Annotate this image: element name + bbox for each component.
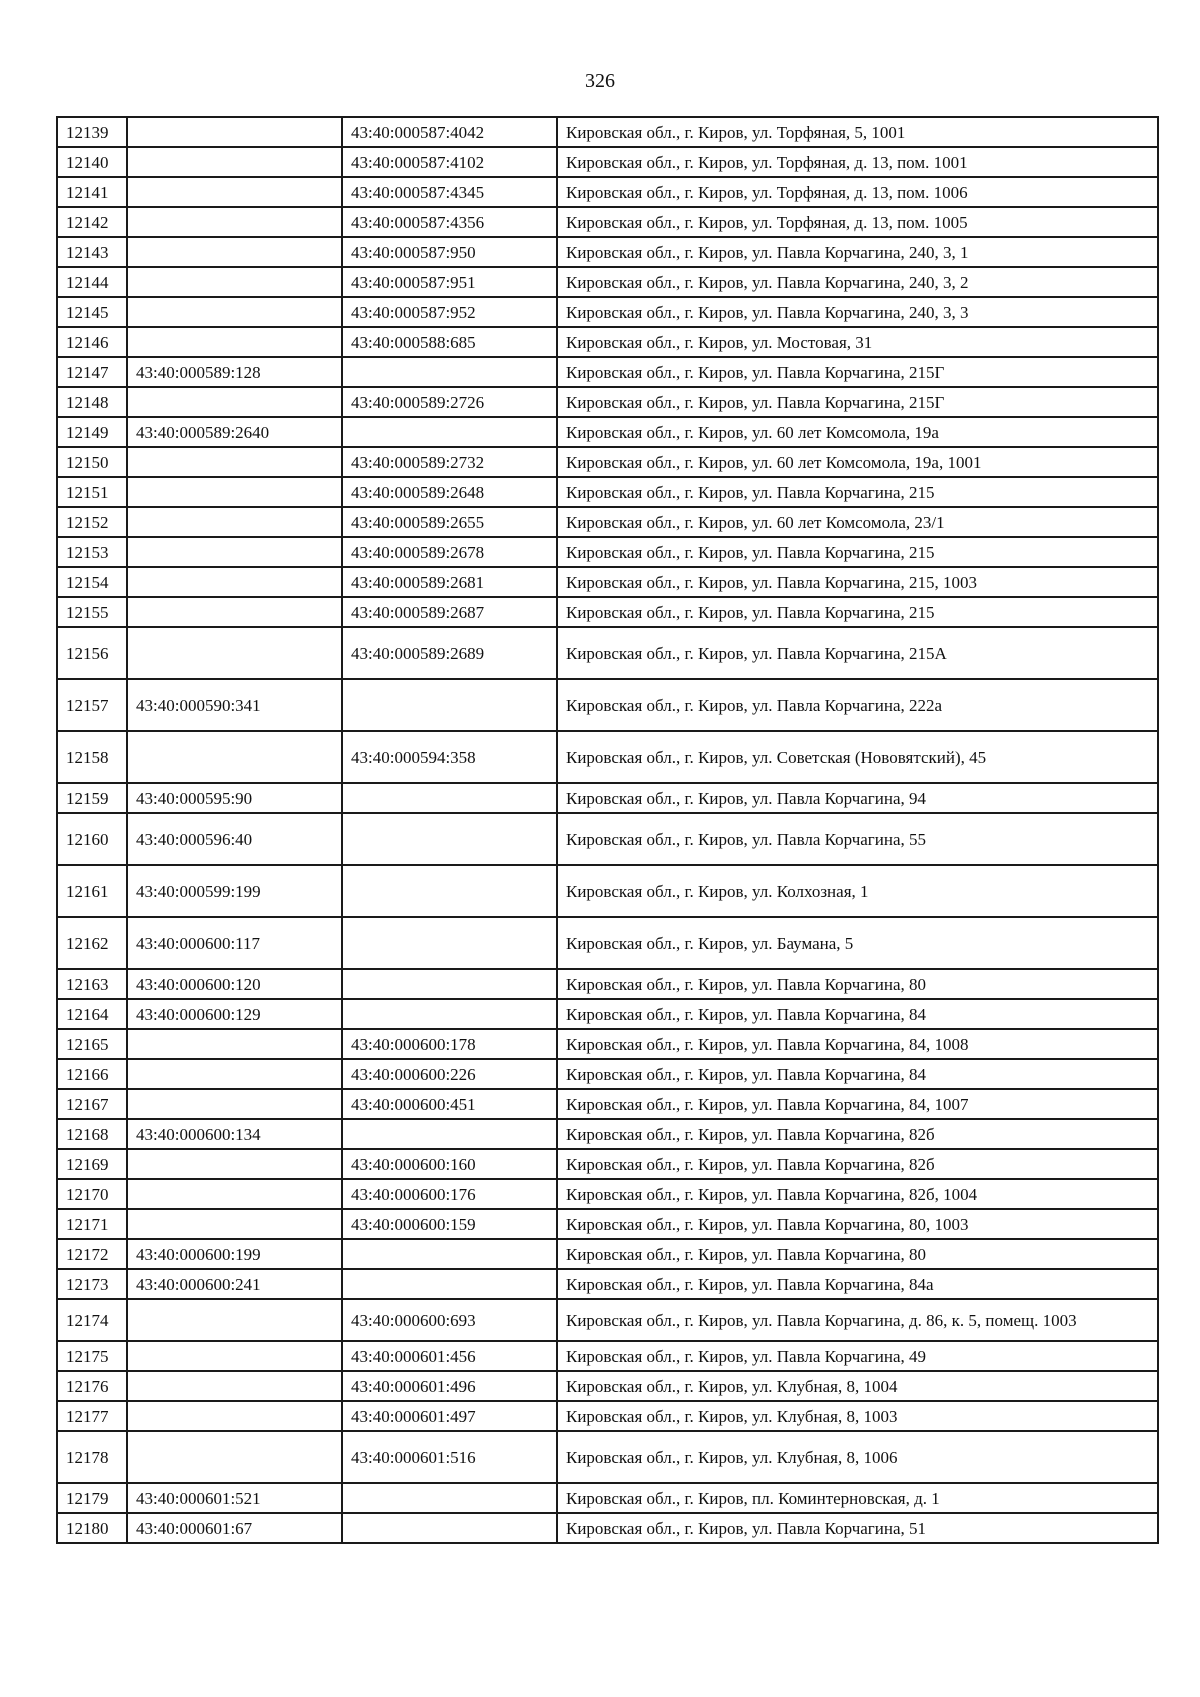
row-number-cell: 12175 — [57, 1341, 127, 1371]
land-cadastral-cell: 43:40:000600:134 — [127, 1119, 342, 1149]
address-cell: Кировская обл., г. Киров, ул. Павла Корчагина, 215Г — [557, 387, 1158, 417]
building-cadastral-cell — [342, 783, 557, 813]
table-row — [57, 1371, 1158, 1401]
address-cell: Кировская обл., г. Киров, ул. Павла Корчагина, 84, 1007 — [557, 1089, 1158, 1119]
row-number-cell: 12159 — [57, 783, 127, 813]
address-cell: Кировская обл., г. Киров, ул. Павла Корчагина, 94 — [557, 783, 1158, 813]
land-cadastral-cell — [127, 537, 342, 567]
address-cell: Кировская обл., г. Киров, ул. 60 лет Комсомола, 23/1 — [557, 507, 1158, 537]
building-cadastral-cell: 43:40:000601:496 — [342, 1371, 557, 1401]
row-number-cell: 12162 — [57, 917, 127, 969]
row-number-cell: 12143 — [57, 237, 127, 267]
address-cell: Кировская обл., г. Киров, ул. Торфяная, 5, 1001 — [557, 117, 1158, 147]
row-number-cell: 12161 — [57, 865, 127, 917]
building-cadastral-cell: 43:40:000587:951 — [342, 267, 557, 297]
table-row — [57, 1239, 1158, 1269]
table-row — [57, 237, 1158, 267]
land-cadastral-cell: 43:40:000600:120 — [127, 969, 342, 999]
address-cell: Кировская обл., г. Киров, ул. Павла Корчагина, 215 — [557, 537, 1158, 567]
building-cadastral-cell: 43:40:000600:178 — [342, 1029, 557, 1059]
table-row — [57, 1513, 1158, 1543]
address-cell: Кировская обл., г. Киров, ул. Мостовая, 31 — [557, 327, 1158, 357]
address-cell: Кировская обл., г. Киров, ул. Павла Корчагина, 82б — [557, 1149, 1158, 1179]
table-row — [57, 177, 1158, 207]
land-cadastral-cell: 43:40:000596:40 — [127, 813, 342, 865]
table-row — [57, 357, 1158, 387]
row-number-cell: 12179 — [57, 1483, 127, 1513]
table-row — [57, 597, 1158, 627]
page-number: 326 — [585, 70, 615, 92]
row-number-cell: 12173 — [57, 1269, 127, 1299]
row-number-cell: 12146 — [57, 327, 127, 357]
table-row — [57, 447, 1158, 477]
row-number-cell: 12157 — [57, 679, 127, 731]
address-cell: Кировская обл., г. Киров, ул. Павла Корчагина, 240, 3, 1 — [557, 237, 1158, 267]
table-row — [57, 507, 1158, 537]
land-cadastral-cell: 43:40:000600:129 — [127, 999, 342, 1029]
building-cadastral-cell: 43:40:000594:358 — [342, 731, 557, 783]
building-cadastral-cell: 43:40:000589:2681 — [342, 567, 557, 597]
building-cadastral-cell: 43:40:000600:176 — [342, 1179, 557, 1209]
row-number-cell: 12164 — [57, 999, 127, 1029]
row-number-cell: 12178 — [57, 1431, 127, 1483]
land-cadastral-cell: 43:40:000600:241 — [127, 1269, 342, 1299]
building-cadastral-cell — [342, 1513, 557, 1543]
building-cadastral-cell: 43:40:000588:685 — [342, 327, 557, 357]
land-cadastral-cell — [127, 1179, 342, 1209]
table-row — [57, 731, 1158, 783]
address-cell: Кировская обл., г. Киров, ул. Торфяная, д. 13, пом. 1001 — [557, 147, 1158, 177]
land-cadastral-cell — [127, 237, 342, 267]
registry-table — [56, 116, 1159, 1544]
row-number-cell: 12174 — [57, 1299, 127, 1341]
table-row — [57, 1269, 1158, 1299]
building-cadastral-cell: 43:40:000601:497 — [342, 1401, 557, 1431]
address-cell: Кировская обл., г. Киров, ул. Павла Корчагина, 215, 1003 — [557, 567, 1158, 597]
land-cadastral-cell: 43:40:000589:128 — [127, 357, 342, 387]
building-cadastral-cell: 43:40:000589:2648 — [342, 477, 557, 507]
table-row — [57, 117, 1158, 147]
land-cadastral-cell — [127, 477, 342, 507]
table-row — [57, 267, 1158, 297]
building-cadastral-cell: 43:40:000587:4345 — [342, 177, 557, 207]
row-number-cell: 12160 — [57, 813, 127, 865]
row-number-cell: 12151 — [57, 477, 127, 507]
table-row — [57, 813, 1158, 865]
land-cadastral-cell — [127, 297, 342, 327]
building-cadastral-cell: 43:40:000587:4356 — [342, 207, 557, 237]
address-cell: Кировская обл., г. Киров, ул. Советская (Нововятский), 45 — [557, 731, 1158, 783]
building-cadastral-cell — [342, 1119, 557, 1149]
land-cadastral-cell — [127, 567, 342, 597]
table-row — [57, 783, 1158, 813]
land-cadastral-cell — [127, 1341, 342, 1371]
address-cell: Кировская обл., г. Киров, ул. Павла Корчагина, 215 — [557, 477, 1158, 507]
row-number-cell: 12177 — [57, 1401, 127, 1431]
address-cell: Кировская обл., г. Киров, ул. Баумана, 5 — [557, 917, 1158, 969]
land-cadastral-cell: 43:40:000590:341 — [127, 679, 342, 731]
row-number-cell: 12154 — [57, 567, 127, 597]
land-cadastral-cell — [127, 1149, 342, 1179]
row-number-cell: 12148 — [57, 387, 127, 417]
address-cell: Кировская обл., г. Киров, ул. 60 лет Комсомола, 19а, 1001 — [557, 447, 1158, 477]
row-number-cell: 12141 — [57, 177, 127, 207]
table-row — [57, 297, 1158, 327]
building-cadastral-cell: 43:40:000589:2689 — [342, 627, 557, 679]
address-cell: Кировская обл., г. Киров, ул. 60 лет Комсомола, 19а — [557, 417, 1158, 447]
building-cadastral-cell: 43:40:000589:2732 — [342, 447, 557, 477]
building-cadastral-cell: 43:40:000601:516 — [342, 1431, 557, 1483]
row-number-cell: 12156 — [57, 627, 127, 679]
table-row — [57, 1179, 1158, 1209]
row-number-cell: 12163 — [57, 969, 127, 999]
table-row — [57, 1341, 1158, 1371]
building-cadastral-cell: 43:40:000600:159 — [342, 1209, 557, 1239]
address-cell: Кировская обл., г. Киров, ул. Клубная, 8, 1003 — [557, 1401, 1158, 1431]
row-number-cell: 12152 — [57, 507, 127, 537]
row-number-cell: 12165 — [57, 1029, 127, 1059]
table-row — [57, 147, 1158, 177]
address-cell: Кировская обл., г. Киров, ул. Клубная, 8, 1004 — [557, 1371, 1158, 1401]
address-cell: Кировская обл., г. Киров, ул. Павла Корчагина, 80 — [557, 1239, 1158, 1269]
table-row — [57, 865, 1158, 917]
row-number-cell: 12140 — [57, 147, 127, 177]
address-cell: Кировская обл., г. Киров, ул. Павла Корчагина, 80, 1003 — [557, 1209, 1158, 1239]
address-cell: Кировская обл., г. Киров, ул. Павла Корчагина, 49 — [557, 1341, 1158, 1371]
building-cadastral-cell: 43:40:000601:456 — [342, 1341, 557, 1371]
land-cadastral-cell: 43:40:000599:199 — [127, 865, 342, 917]
row-number-cell: 12171 — [57, 1209, 127, 1239]
table-row — [57, 1059, 1158, 1089]
table-row — [57, 1089, 1158, 1119]
building-cadastral-cell: 43:40:000587:4042 — [342, 117, 557, 147]
address-cell: Кировская обл., г. Киров, ул. Колхозная, 1 — [557, 865, 1158, 917]
table-row — [57, 1431, 1158, 1483]
row-number-cell: 12155 — [57, 597, 127, 627]
address-cell: Кировская обл., г. Киров, ул. Павла Корчагина, 51 — [557, 1513, 1158, 1543]
table-row — [57, 917, 1158, 969]
land-cadastral-cell — [127, 731, 342, 783]
table-row — [57, 207, 1158, 237]
building-cadastral-cell: 43:40:000587:950 — [342, 237, 557, 267]
row-number-cell: 12139 — [57, 117, 127, 147]
registry-table-body — [57, 117, 1158, 1543]
land-cadastral-cell: 43:40:000600:117 — [127, 917, 342, 969]
row-number-cell: 12142 — [57, 207, 127, 237]
address-cell: Кировская обл., г. Киров, ул. Торфяная, д. 13, пом. 1005 — [557, 207, 1158, 237]
land-cadastral-cell — [127, 267, 342, 297]
building-cadastral-cell: 43:40:000587:952 — [342, 297, 557, 327]
row-number-cell: 12172 — [57, 1239, 127, 1269]
address-cell: Кировская обл., г. Киров, ул. Павла Корчагина, 80 — [557, 969, 1158, 999]
table-row — [57, 567, 1158, 597]
address-cell: Кировская обл., г. Киров, ул. Павла Корчагина, 240, 3, 2 — [557, 267, 1158, 297]
address-cell: Кировская обл., г. Киров, пл. Коминтерновская, д. 1 — [557, 1483, 1158, 1513]
row-number-cell: 12176 — [57, 1371, 127, 1401]
table-row — [57, 327, 1158, 357]
address-cell: Кировская обл., г. Киров, ул. Павла Корчагина, 84а — [557, 1269, 1158, 1299]
address-cell: Кировская обл., г. Киров, ул. Павла Корчагина, д. 86, к. 5, помещ. 1003 — [557, 1299, 1158, 1341]
address-cell: Кировская обл., г. Киров, ул. Павла Корчагина, 82б — [557, 1119, 1158, 1149]
land-cadastral-cell: 43:40:000601:521 — [127, 1483, 342, 1513]
row-number-cell: 12166 — [57, 1059, 127, 1089]
land-cadastral-cell — [127, 1299, 342, 1341]
building-cadastral-cell: 43:40:000600:160 — [342, 1149, 557, 1179]
building-cadastral-cell: 43:40:000589:2678 — [342, 537, 557, 567]
row-number-cell: 12167 — [57, 1089, 127, 1119]
building-cadastral-cell: 43:40:000600:226 — [342, 1059, 557, 1089]
building-cadastral-cell — [342, 917, 557, 969]
address-cell: Кировская обл., г. Киров, ул. Павла Корчагина, 82б, 1004 — [557, 1179, 1158, 1209]
building-cadastral-cell — [342, 865, 557, 917]
building-cadastral-cell: 43:40:000600:451 — [342, 1089, 557, 1119]
table-row — [57, 1299, 1158, 1341]
land-cadastral-cell — [127, 147, 342, 177]
table-row — [57, 537, 1158, 567]
address-cell: Кировская обл., г. Киров, ул. Павла Корчагина, 215А — [557, 627, 1158, 679]
land-cadastral-cell: 43:40:000589:2640 — [127, 417, 342, 447]
building-cadastral-cell: 43:40:000600:693 — [342, 1299, 557, 1341]
address-cell: Кировская обл., г. Киров, ул. Павла Корчагина, 84 — [557, 999, 1158, 1029]
land-cadastral-cell: 43:40:000595:90 — [127, 783, 342, 813]
address-cell: Кировская обл., г. Киров, ул. Павла Корчагина, 55 — [557, 813, 1158, 865]
land-cadastral-cell — [127, 507, 342, 537]
land-cadastral-cell: 43:40:000600:199 — [127, 1239, 342, 1269]
table-row — [57, 969, 1158, 999]
table-row — [57, 1401, 1158, 1431]
table-row — [57, 627, 1158, 679]
building-cadastral-cell — [342, 999, 557, 1029]
address-cell: Кировская обл., г. Киров, ул. Клубная, 8, 1006 — [557, 1431, 1158, 1483]
land-cadastral-cell — [127, 207, 342, 237]
table-row — [57, 477, 1158, 507]
building-cadastral-cell: 43:40:000589:2726 — [342, 387, 557, 417]
row-number-cell: 12149 — [57, 417, 127, 447]
row-number-cell: 12153 — [57, 537, 127, 567]
row-number-cell: 12168 — [57, 1119, 127, 1149]
table-row — [57, 417, 1158, 447]
row-number-cell: 12150 — [57, 447, 127, 477]
row-number-cell: 12147 — [57, 357, 127, 387]
row-number-cell: 12180 — [57, 1513, 127, 1543]
land-cadastral-cell — [127, 447, 342, 477]
land-cadastral-cell — [127, 117, 342, 147]
address-cell: Кировская обл., г. Киров, ул. Павла Корчагина, 215 — [557, 597, 1158, 627]
row-number-cell: 12158 — [57, 731, 127, 783]
building-cadastral-cell — [342, 417, 557, 447]
land-cadastral-cell — [127, 387, 342, 417]
building-cadastral-cell: 43:40:000589:2687 — [342, 597, 557, 627]
building-cadastral-cell — [342, 679, 557, 731]
land-cadastral-cell — [127, 1059, 342, 1089]
address-cell: Кировская обл., г. Киров, ул. Торфяная, д. 13, пом. 1006 — [557, 177, 1158, 207]
land-cadastral-cell: 43:40:000601:67 — [127, 1513, 342, 1543]
land-cadastral-cell — [127, 1029, 342, 1059]
row-number-cell: 12170 — [57, 1179, 127, 1209]
land-cadastral-cell — [127, 597, 342, 627]
building-cadastral-cell — [342, 357, 557, 387]
table-row — [57, 1119, 1158, 1149]
table-row — [57, 1149, 1158, 1179]
land-cadastral-cell — [127, 627, 342, 679]
table-row — [57, 1483, 1158, 1513]
building-cadastral-cell — [342, 813, 557, 865]
row-number-cell: 12144 — [57, 267, 127, 297]
land-cadastral-cell — [127, 1209, 342, 1239]
address-cell: Кировская обл., г. Киров, ул. Павла Корчагина, 84 — [557, 1059, 1158, 1089]
table-row — [57, 999, 1158, 1029]
row-number-cell: 12145 — [57, 297, 127, 327]
address-cell: Кировская обл., г. Киров, ул. Павла Корчагина, 240, 3, 3 — [557, 297, 1158, 327]
table-row — [57, 387, 1158, 417]
building-cadastral-cell — [342, 1483, 557, 1513]
table-row — [57, 679, 1158, 731]
building-cadastral-cell: 43:40:000589:2655 — [342, 507, 557, 537]
table-row — [57, 1029, 1158, 1059]
land-cadastral-cell — [127, 1371, 342, 1401]
row-number-cell: 12169 — [57, 1149, 127, 1179]
land-cadastral-cell — [127, 1089, 342, 1119]
table-row — [57, 1209, 1158, 1239]
building-cadastral-cell: 43:40:000587:4102 — [342, 147, 557, 177]
building-cadastral-cell — [342, 1269, 557, 1299]
building-cadastral-cell — [342, 969, 557, 999]
land-cadastral-cell — [127, 327, 342, 357]
address-cell: Кировская обл., г. Киров, ул. Павла Корчагина, 215Г — [557, 357, 1158, 387]
land-cadastral-cell — [127, 177, 342, 207]
land-cadastral-cell — [127, 1431, 342, 1483]
address-cell: Кировская обл., г. Киров, ул. Павла Корчагина, 222а — [557, 679, 1158, 731]
land-cadastral-cell — [127, 1401, 342, 1431]
address-cell: Кировская обл., г. Киров, ул. Павла Корчагина, 84, 1008 — [557, 1029, 1158, 1059]
building-cadastral-cell — [342, 1239, 557, 1269]
